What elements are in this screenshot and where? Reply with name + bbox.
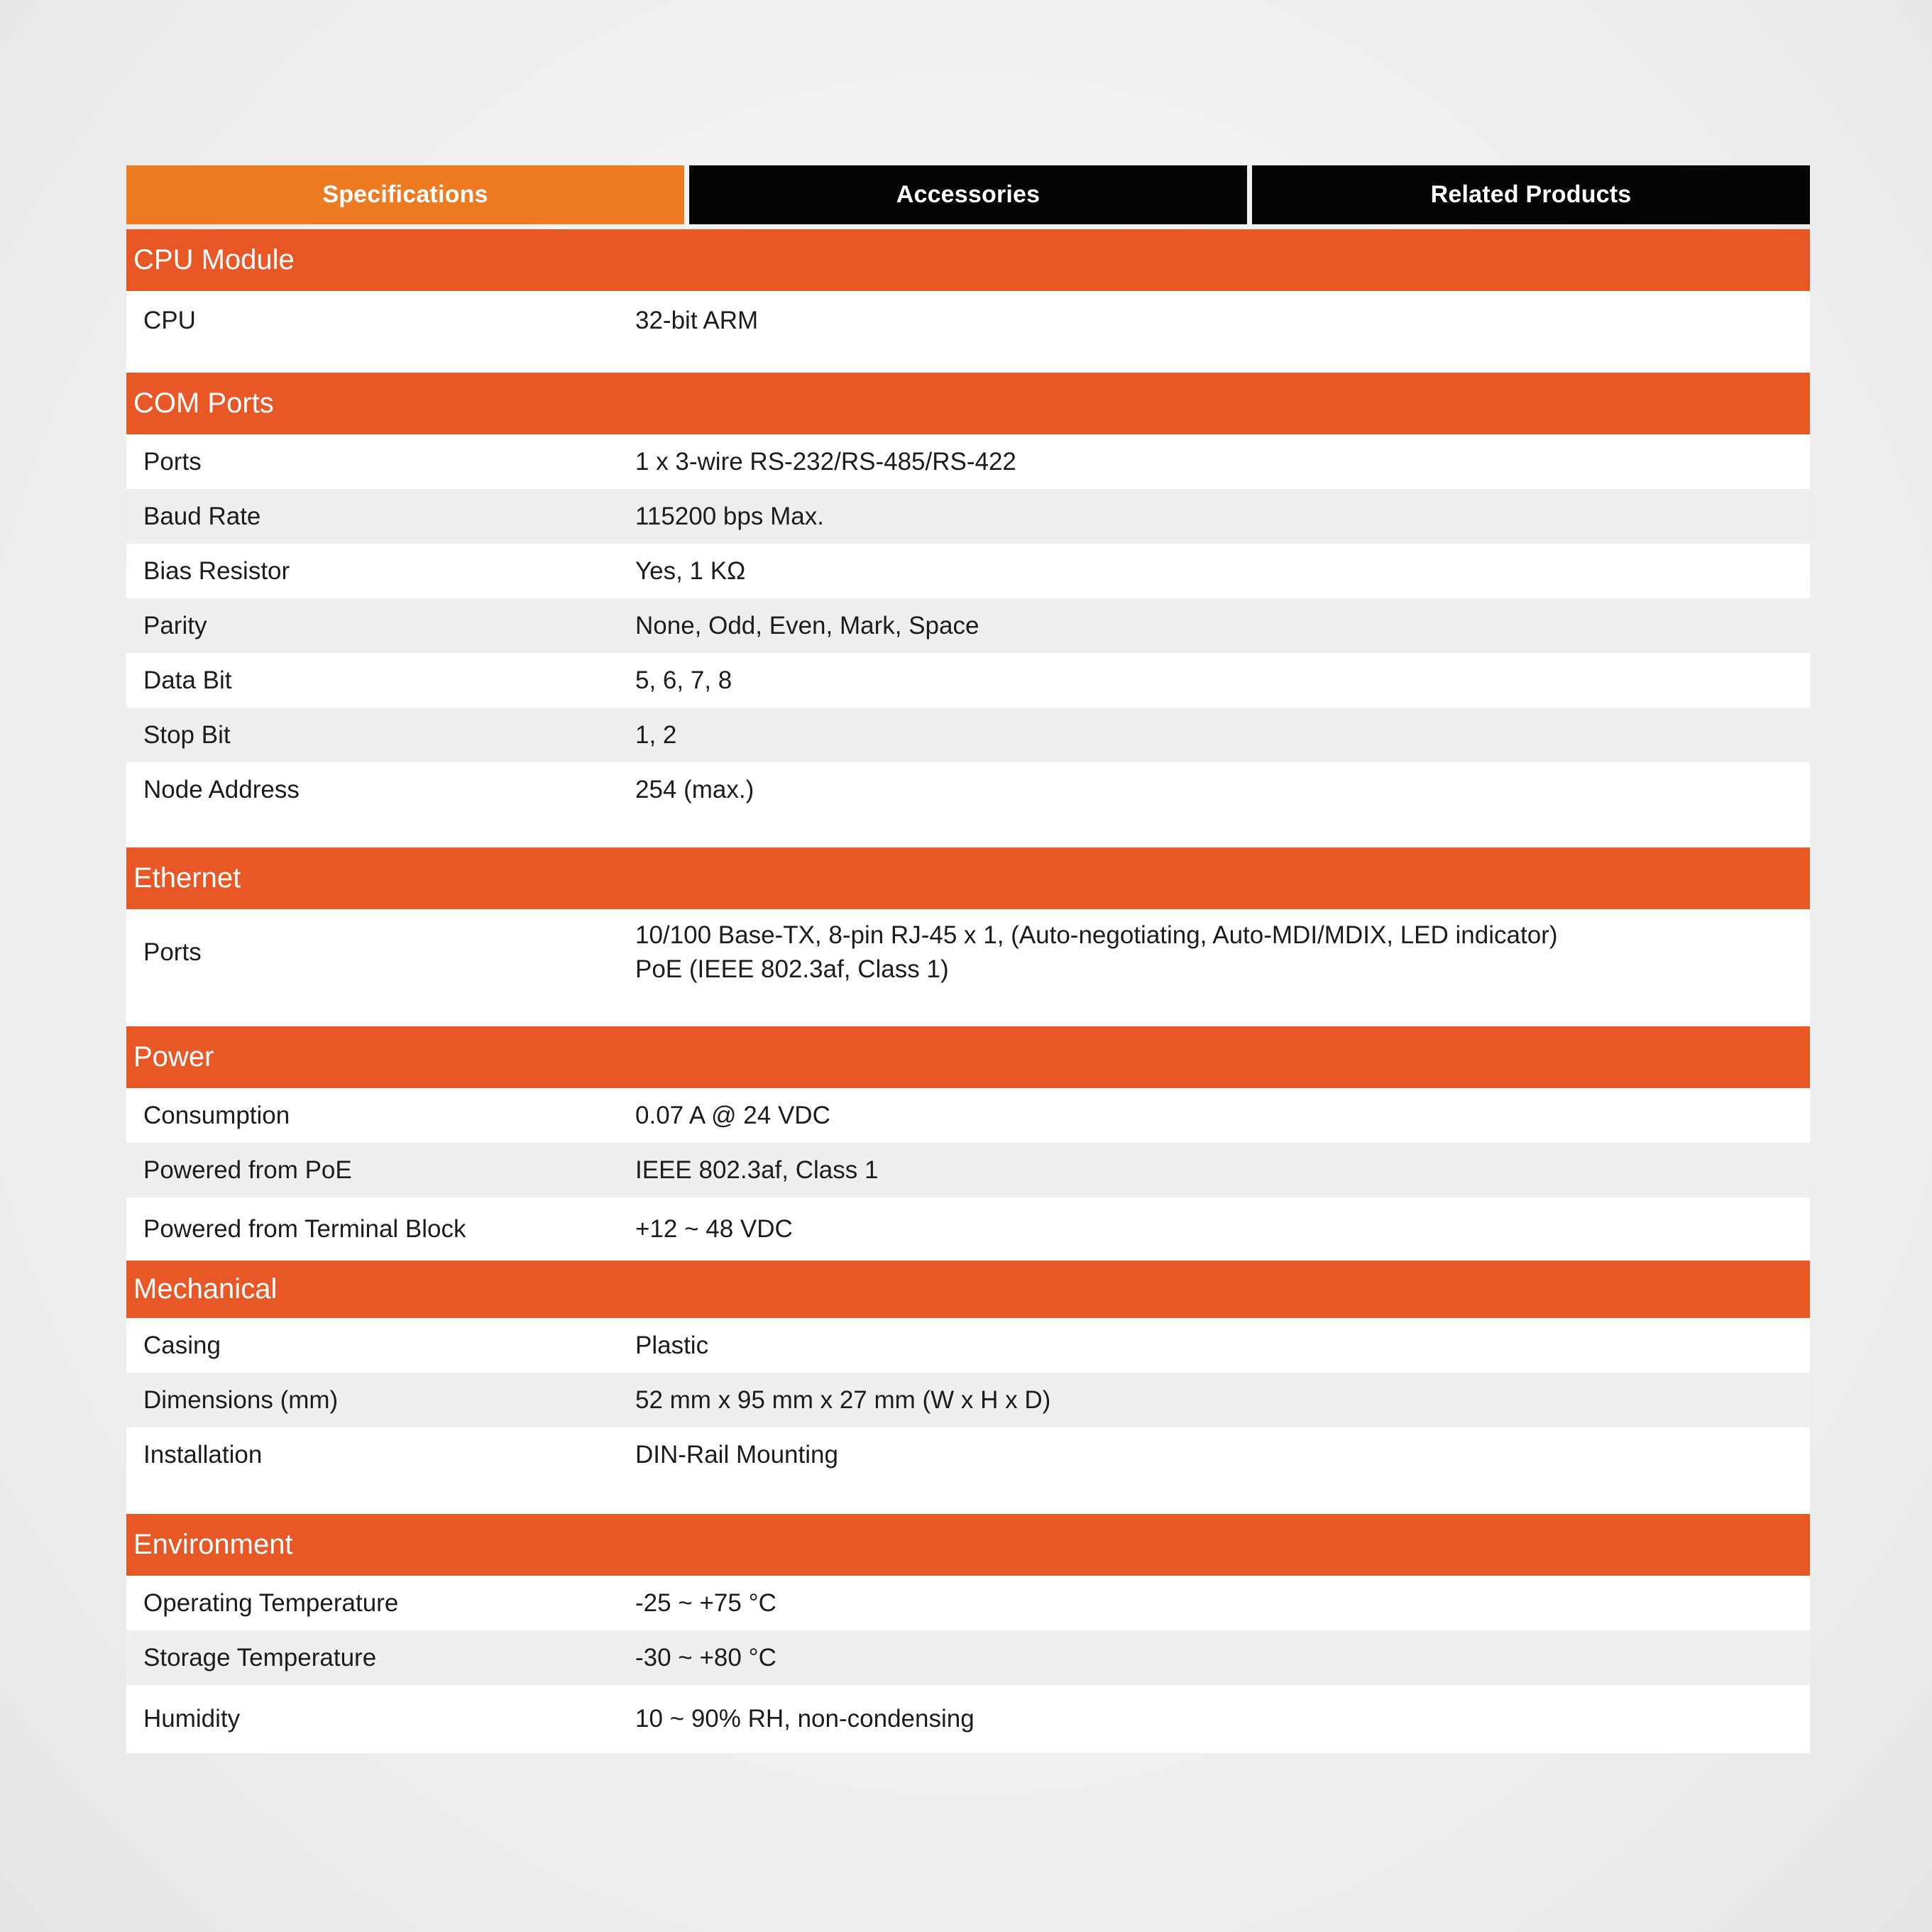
- table-row: [126, 1197, 1810, 1261]
- spec-value: -30 ~ +80 °C: [635, 1643, 776, 1672]
- spec-label: Parity: [143, 611, 207, 640]
- section-title: Ethernet: [126, 847, 1810, 909]
- section-title: Power: [126, 1026, 1810, 1088]
- spec-value: 32-bit ARM: [635, 307, 759, 334]
- tab-specifications[interactable]: Specifications: [126, 165, 684, 224]
- spec-value: -25 ~ +75 °C: [635, 1588, 776, 1617]
- spec-label: Ports: [143, 938, 202, 966]
- table-row: [126, 1630, 1810, 1685]
- section-environment: [126, 1514, 1810, 1753]
- tab-bar: [126, 165, 1810, 224]
- table-row: [126, 598, 1810, 653]
- spec-label: Powered from PoE: [143, 1156, 352, 1184]
- spec-value: [635, 918, 1810, 987]
- section-com-ports: [126, 373, 1810, 847]
- spec-value-line: PoE (IEEE 802.3af, Class 1): [635, 955, 949, 983]
- section-title: COM Ports: [126, 373, 1810, 434]
- spec-value: None, Odd, Even, Mark, Space: [635, 611, 979, 640]
- table-row: [126, 1143, 1810, 1197]
- spec-label: CPU: [143, 307, 196, 334]
- table-row: [126, 544, 1810, 598]
- spec-value: 254 (max.): [635, 775, 754, 803]
- spec-value: IEEE 802.3af, Class 1: [635, 1156, 879, 1184]
- section-title: Mechanical: [126, 1261, 1810, 1318]
- spec-label: Ports: [143, 447, 202, 476]
- spec-value: 5, 6, 7, 8: [635, 666, 732, 694]
- section-power: [126, 1026, 1810, 1261]
- section-title: Environment: [126, 1514, 1810, 1576]
- table-row: [126, 434, 1810, 489]
- spec-label: Powered from Terminal Block: [143, 1214, 466, 1243]
- table-row: [126, 1576, 1810, 1630]
- spec-value: Yes, 1 KΩ: [635, 556, 746, 585]
- table-row: [126, 708, 1810, 762]
- tab-related-products[interactable]: Related Products: [1252, 165, 1810, 224]
- table-row: [126, 653, 1810, 708]
- table-row: [126, 1318, 1810, 1373]
- table-row: [126, 1088, 1810, 1143]
- spec-label: Baud Rate: [143, 502, 261, 530]
- table-row: [126, 1427, 1810, 1482]
- spec-value: +12 ~ 48 VDC: [635, 1214, 793, 1243]
- spec-value: Plastic: [635, 1331, 709, 1359]
- spec-value: 52 mm x 95 mm x 27 mm (W x H x D): [635, 1385, 1051, 1414]
- spec-label: Stop Bit: [143, 720, 231, 749]
- table-row: [126, 762, 1810, 817]
- spec-label: Operating Temperature: [143, 1588, 399, 1617]
- spec-label: Consumption: [143, 1101, 290, 1129]
- spec-label: Storage Temperature: [143, 1643, 377, 1672]
- spec-label: Bias Resistor: [143, 556, 290, 585]
- spec-panel: [126, 165, 1810, 1753]
- spec-value: 1 x 3-wire RS-232/RS-485/RS-422: [635, 447, 1016, 476]
- spec-value: 1, 2: [635, 720, 677, 749]
- spec-value: 115200 bps Max.: [635, 502, 824, 530]
- spec-value: DIN-Rail Mounting: [635, 1440, 838, 1469]
- tab-accessories[interactable]: Accessories: [689, 165, 1247, 224]
- table-row: [126, 909, 1810, 996]
- table-row: [126, 489, 1810, 544]
- section-ethernet: [126, 847, 1810, 1026]
- table-row: [126, 291, 1810, 351]
- section-cpu-module: [126, 229, 1810, 373]
- section-mechanical: [126, 1261, 1810, 1514]
- spec-label: Humidity: [143, 1705, 241, 1733]
- spec-label: Installation: [143, 1440, 263, 1469]
- spec-label: Dimensions (mm): [143, 1385, 339, 1414]
- spec-label: Casing: [143, 1331, 221, 1359]
- table-row: [126, 1373, 1810, 1427]
- spec-value-line: 10/100 Base-TX, 8-pin RJ-45 x 1, (Auto-negotiating, Auto-MDI/MDIX, LED indicator): [635, 921, 1558, 949]
- section-title: CPU Module: [126, 229, 1810, 291]
- table-row: [126, 1685, 1810, 1753]
- spec-label: Node Address: [143, 775, 300, 803]
- spec-label: Data Bit: [143, 666, 232, 694]
- spec-value: 0.07 A @ 24 VDC: [635, 1101, 830, 1129]
- spec-value: 10 ~ 90% RH, non-condensing: [635, 1705, 975, 1733]
